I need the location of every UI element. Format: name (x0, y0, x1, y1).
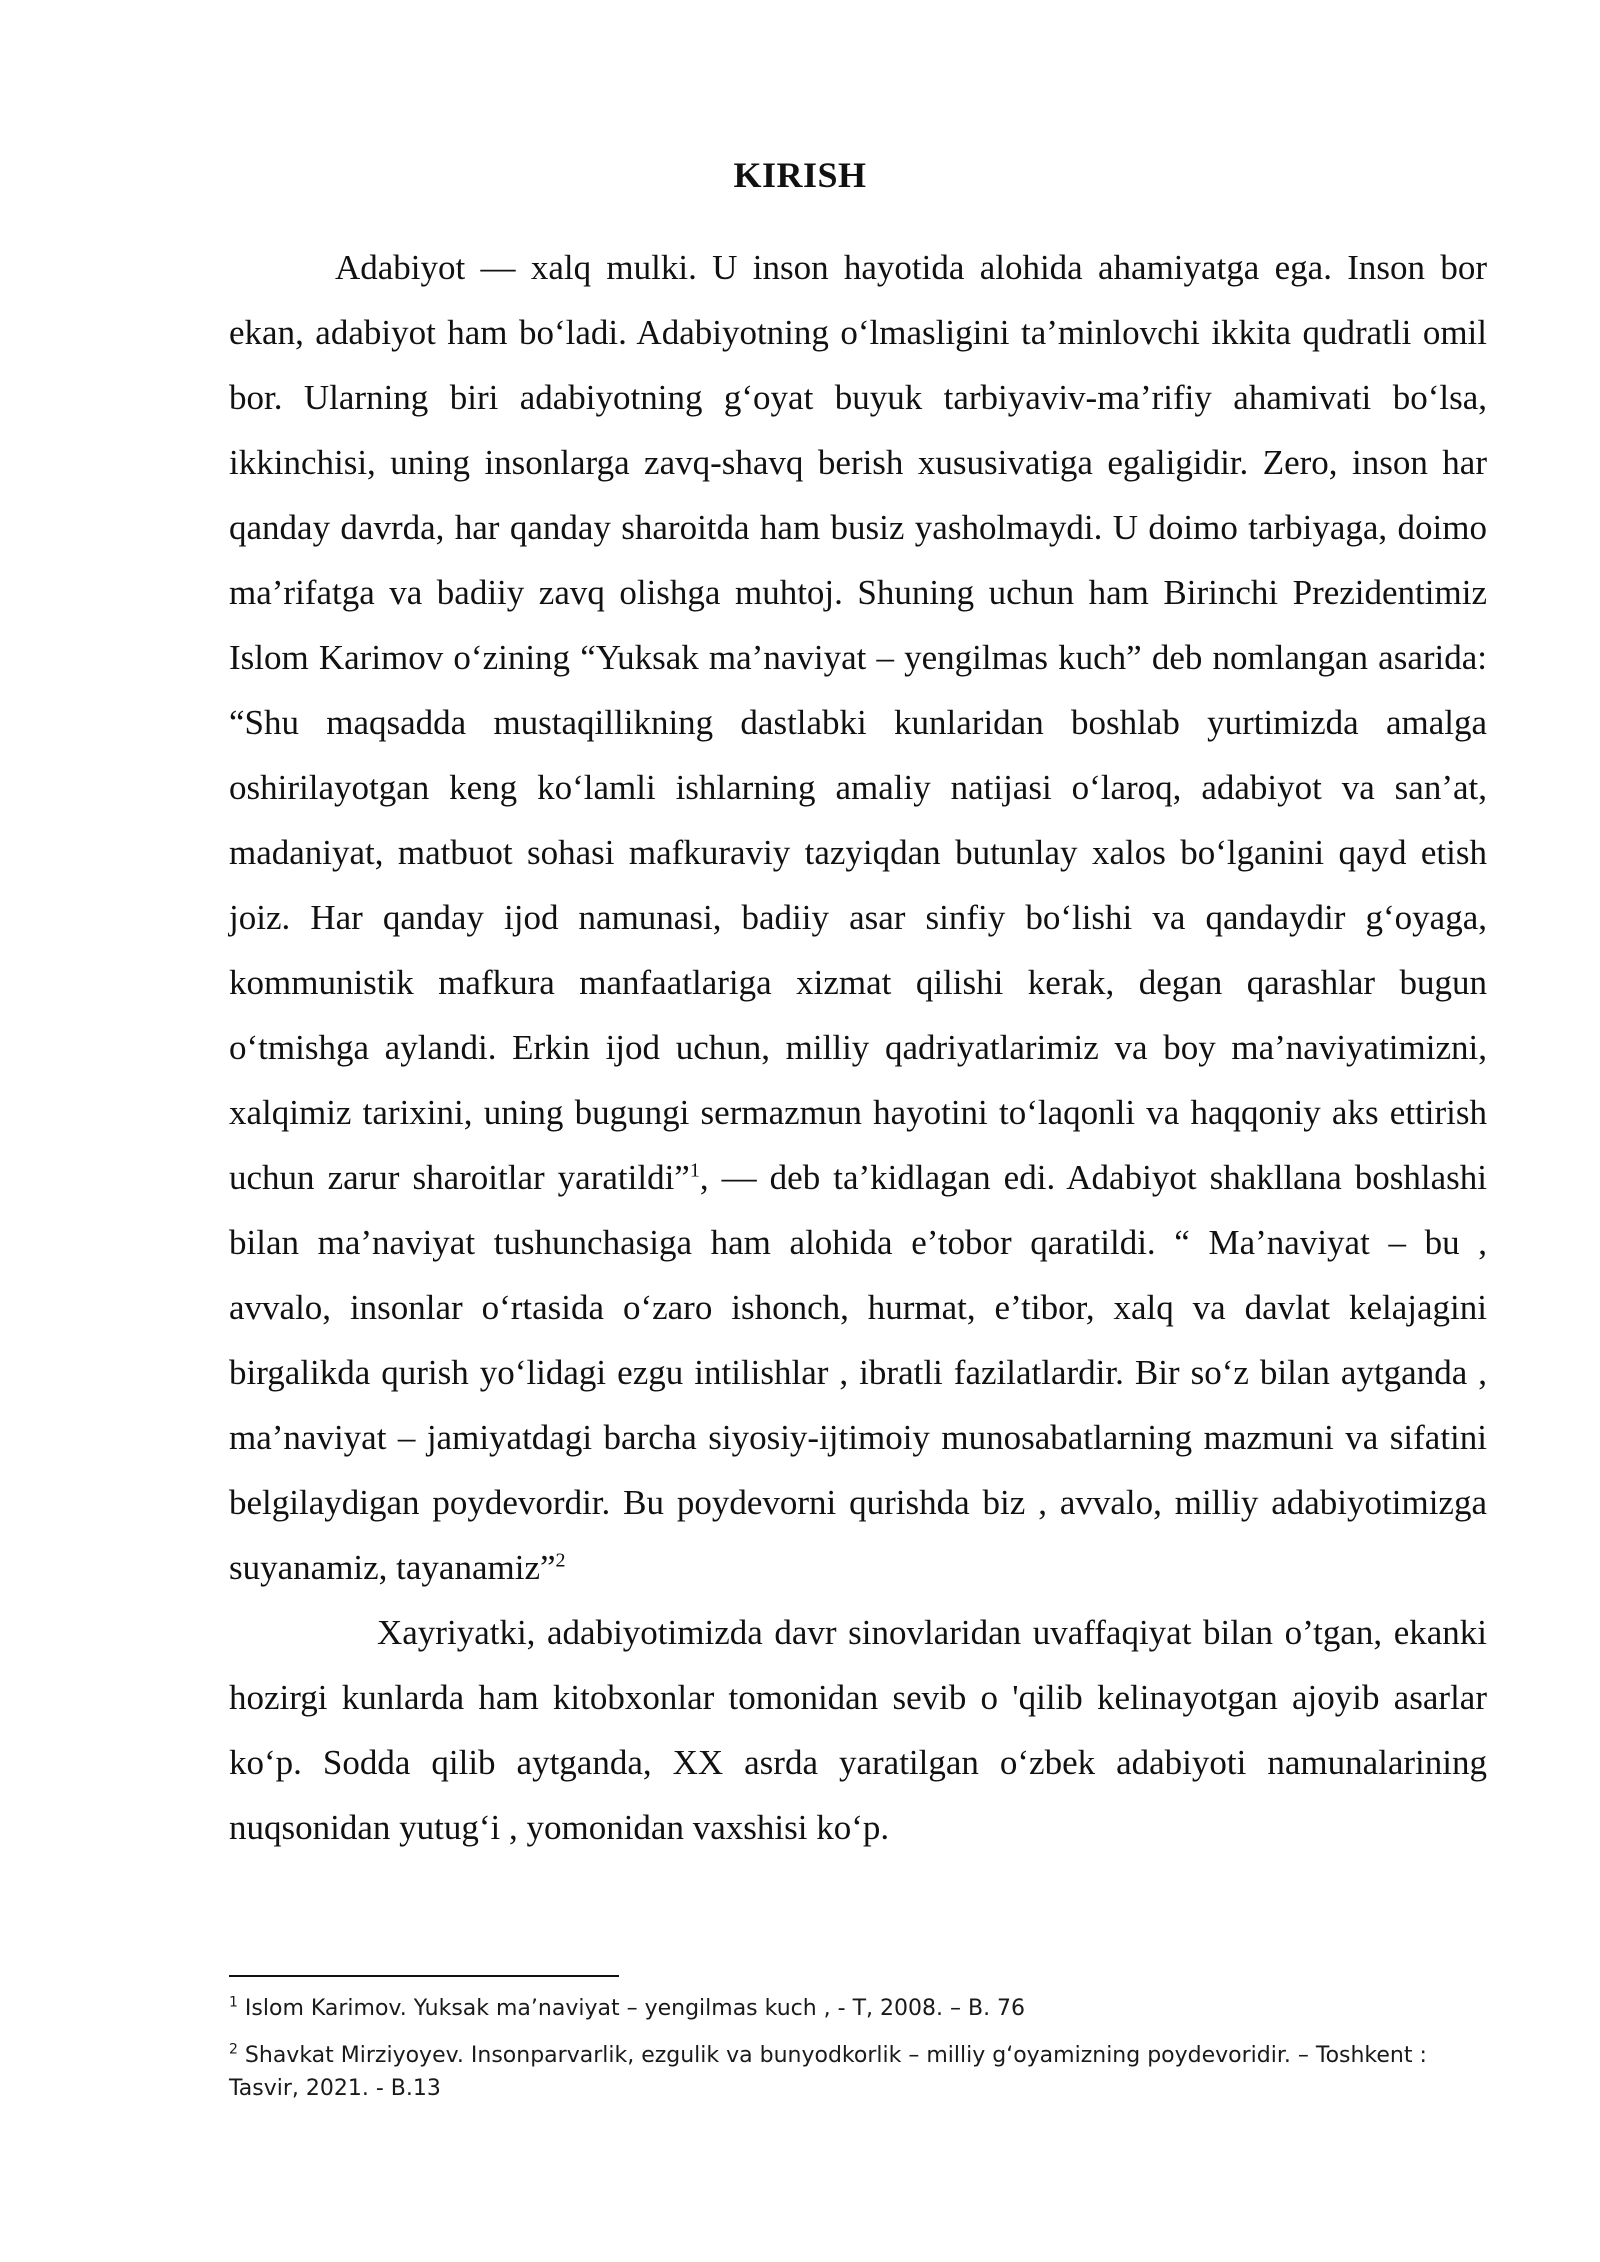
page-title: KIRISH (733, 155, 867, 195)
main-text (229, 235, 1487, 1860)
footnote-ref-1[interactable]: 1 (689, 1159, 700, 1182)
footnote-2-text: Shavkat Mirziyoyev. Insonparvarlik, ezgulik va bunyodkorlik – milliy g‘oyamizning poydevoridir. – Toshkent : Tasvir, 2021. - B.13 (229, 2043, 1427, 2101)
footnote-1-marker: 1 (229, 1994, 238, 2011)
footnote-2 (229, 2039, 1487, 2105)
footnote-2-marker: 2 (229, 2041, 238, 2058)
footnote-1 (229, 1992, 1487, 2025)
paragraph-1-text: Adabiyot — xalq mulki. U inson hayotida alohida ahamiyatga ega. Inson bor ekan, adabiyot ham bo‘ladi. Adabiyotning o‘lmasligini ta’minlovchi ikkita qudratli omil bor. Ularning biri adabiyotning g‘oyat buyuk tarbiyaviv-ma’rifiy ahamivati bo‘lsa, ikkinchisi, uning insonlarga zavq-shavq berish xususivatiga egaligidir. Zero, inson har qanday davrda, har qanday sharoitda ham busiz yasholmaydi. U doimo tarbiyaga, doimo ma’rifatga va badiiy zavq olishga muhtoj. Shuning uchun ham Birinchi Prezidentimiz Islom Karimov o‘zining “Yuksak ma’naviyat – yengilmas kuch” deb nomlangan asarida: “Shu maqsadda mustaqillikning dastlabki kunlaridan boshlab yurtimizda amalga oshirilayotgan keng ko‘lamli ishlarning amaliy natijasi o‘laroq, adabiyot va san’at, madaniyat, matbuot sohasi mafkuraviy tazyiqdan butunlay xalos bo‘lganini qayd etish joiz. Har qanday ijod namunasi, badiiy asar sinfiy bo‘lishi va qandaydir g‘oyaga, kommunistik mafkura manfaatlariga xizmat qilishi kerak, degan qarashlar bugun o‘tmishga aylandi. Erkin ijod uchun, milliy qadriyatlarimiz va boy ma’naviyatimizni, xalqimiz tarixini, uning bugungi sermazmun hayotini to‘laqonli va haqqoniy aks ettirish uchun zarur sharoitlar yaratildi” (229, 248, 1487, 1197)
footnote-separator (229, 1975, 619, 1977)
footnote-1-text: Islom Karimov. Yuksak ma’naviyat – yengilmas kuch , - T, 2008. – B. 76 (237, 1996, 1026, 2021)
paragraph-1-continuation: , — deb ta’kidlagan edi. Adabiyot shakllana boshlashi bilan ma’naviyat tushunchasiga ham alohida e’tobor qaratildi. “ Ma’naviyat – bu , avvalo, insonlar o‘rtasida o‘zaro ishonch, hurmat, e’tibor, xalq va davlat kelajagini birgalikda qurish yo‘lidagi ezgu intilishlar , ibratli fazilatlardir. Bir so‘z bilan aytganda , ma’naviyat – jamiyatdagi barcha siyosiy-ijtimoiy munosabatlarning mazmuni va sifatini belgilaydigan poydevordir. Bu poydevorni qurishda biz , avvalo, milliy adabiyotimizga suyanamiz, tayanamiz” (229, 1158, 1488, 1587)
footnote-ref-2[interactable]: 2 (555, 1549, 566, 1572)
paragraph-second: Xayriyatki, adabiyotimizda davr sinovlaridan uvaffaqiyat bilan o’tgan, ekanki hozirgi kunlarda ham kitobxonlar tomonidan sevib o 'qilib kelinayotgan ajoyib asarlar ko‘p. Sodda qilib aytganda, XX asrda yaratilgan o‘zbek adabiyoti namunalarining nuqsonidan yutug‘i , yomonidan vaxshisi ko‘p. (229, 1613, 1487, 1847)
footnotes (229, 1992, 1487, 2119)
paragraph-introduction (229, 235, 1487, 1600)
